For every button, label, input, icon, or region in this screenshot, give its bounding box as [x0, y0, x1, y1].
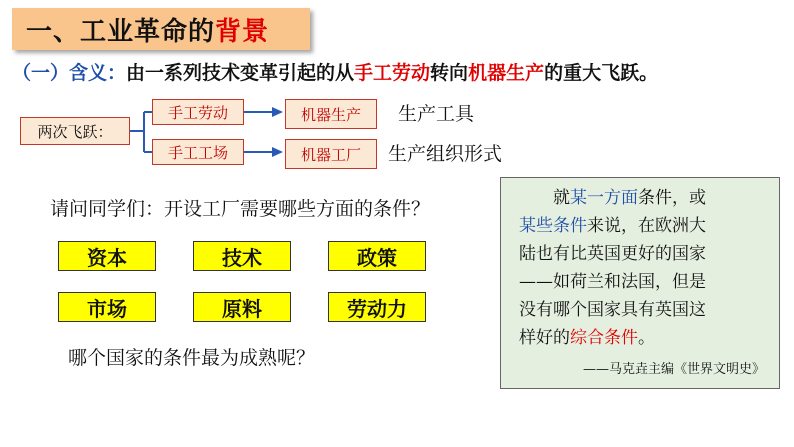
quote-text: 来说，在欧洲大 — [587, 216, 706, 236]
title-highlight: 背景 — [215, 16, 270, 47]
quote-source: ——马克垚主编《世界文明史》 — [582, 362, 765, 377]
quote-line-3: 陆也有比英国更好的国家 — [519, 244, 706, 264]
question-country: 哪个国家的条件最为成熟呢？ — [68, 347, 316, 369]
quote-highlight: 综合条件 — [570, 328, 638, 348]
condition-market: 市场 — [58, 292, 156, 322]
quote-line-1 — [519, 184, 765, 212]
definition-text-b: 转向 — [430, 62, 469, 84]
diagram-row1-to: 机器生产 — [285, 99, 377, 129]
quote-text: 条件，或 — [638, 188, 706, 208]
quote-line-4: ——如荷兰和法国，但是 — [519, 272, 706, 292]
definition-label: （一）含义： — [12, 62, 127, 84]
diagram-root: 两次飞跃： — [20, 117, 130, 145]
question-conditions: 请问同学们：开设工厂需要哪些方面的条件？ — [50, 198, 431, 220]
condition-policy: 政策 — [328, 241, 426, 271]
quote-highlight: 某一方面 — [570, 188, 638, 208]
definition-highlight-2: 机器生产 — [468, 62, 545, 84]
definition-text-a: 由一系列技术变革引起的从 — [126, 62, 355, 84]
condition-labor: 劳动力 — [328, 292, 426, 322]
diagram-row1-note: 生产工具 — [398, 103, 475, 125]
diagram-row2-note: 生产组织形式 — [388, 143, 503, 165]
diagram-row2-to: 机器工厂 — [285, 139, 377, 169]
quote-text: 就 — [519, 188, 570, 208]
diagram-row2-from: 手工工场 — [152, 139, 244, 165]
condition-capital: 资本 — [58, 241, 156, 271]
quote-box — [500, 177, 780, 389]
condition-raw-materials: 原料 — [193, 292, 291, 322]
condition-technology: 技术 — [193, 241, 291, 271]
quote-line-6 — [519, 324, 765, 352]
title-prefix: 一、工业革命的 — [26, 16, 216, 47]
quote-text: 样好的 — [519, 328, 570, 348]
quote-line-2 — [519, 212, 765, 240]
definition-highlight-1: 手工劳动 — [354, 62, 431, 84]
definition-text-c: 的重大飞跃。 — [544, 62, 659, 84]
diagram-row1-from: 手工劳动 — [152, 99, 244, 125]
quote-text: 。 — [638, 328, 655, 348]
quote-line-5: 没有哪个国家具有英国这 — [519, 300, 706, 320]
quote-highlight: 某些条件 — [519, 216, 587, 236]
